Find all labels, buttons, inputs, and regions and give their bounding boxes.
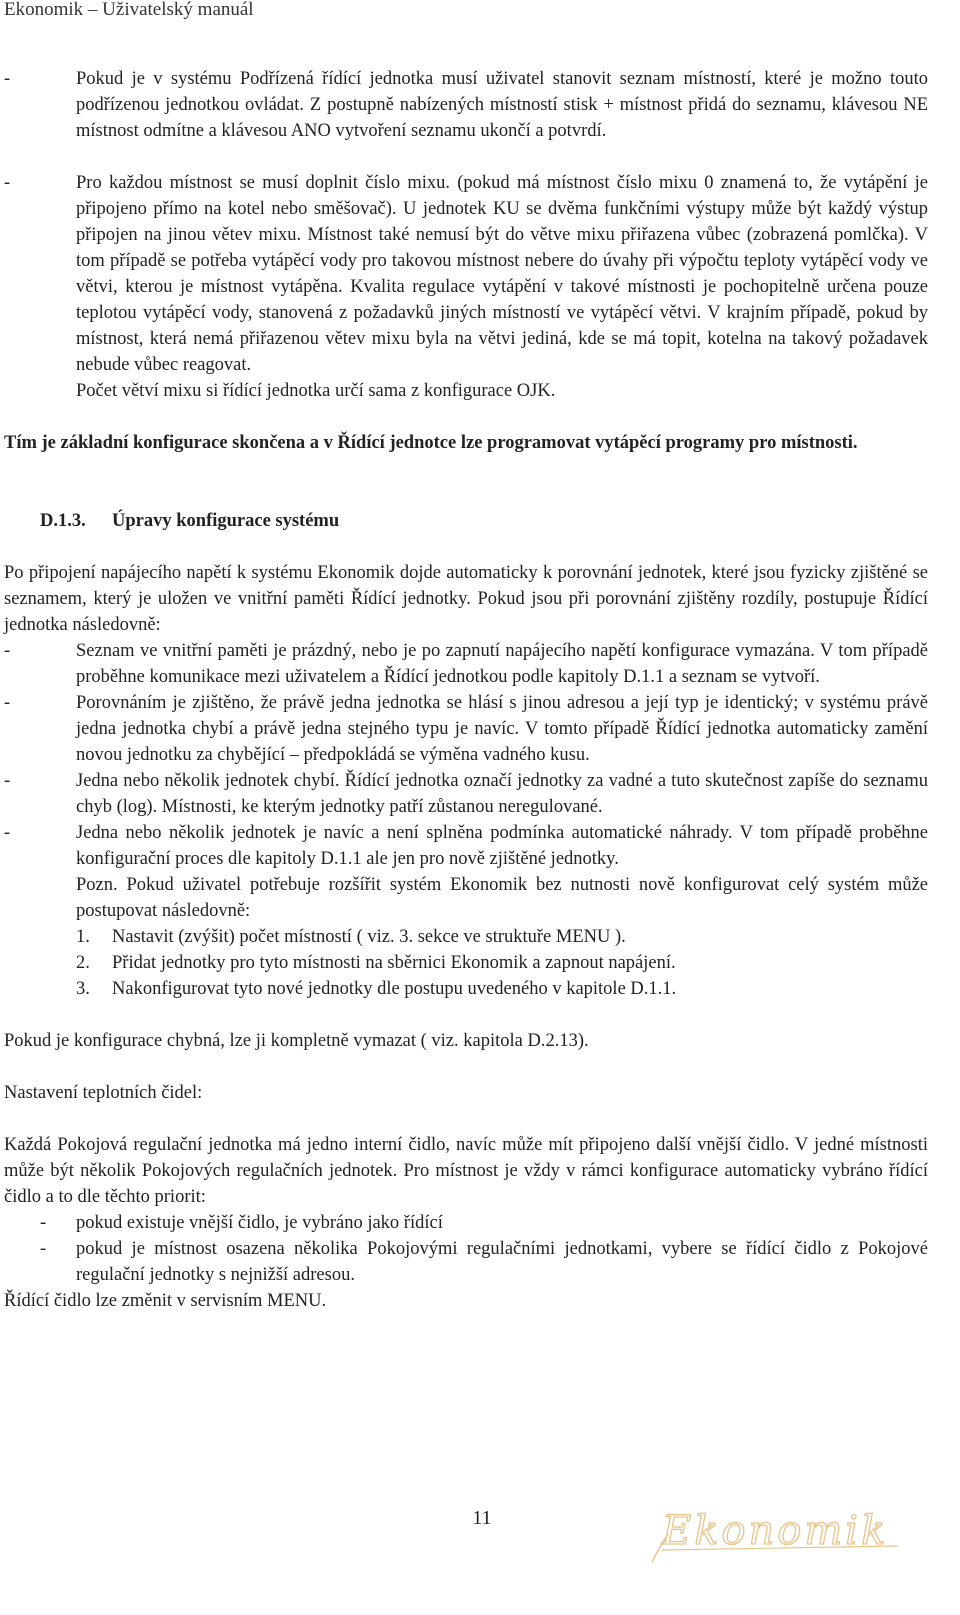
list-dash: -: [40, 1239, 47, 1259]
list-dash: -: [4, 771, 11, 791]
numbered-step: [4, 950, 928, 976]
step-text: Nakonfigurovat tyto nové jednotky dle postupu uvedeného v kapitole D.1.1.: [112, 979, 677, 999]
step-number: 1.: [76, 927, 90, 947]
list-item: [4, 1210, 928, 1236]
reset-note: Pokud je konfigurace chybná, lze ji kompletně vymazat ( viz. kapitola D.2.13).: [4, 1031, 589, 1051]
section-title: Úpravy konfigurace systému: [112, 511, 340, 531]
list-item-text: Jedna nebo několik jednotek je navíc a není splněna podmínka automatické náhrady. V tom případě proběhne konfigurační proces dle kapitoly D.1.1 ale jen pro nově zjištěné jednotky.: [76, 823, 928, 869]
list-item: [4, 638, 928, 690]
list-item-text: Pro každou místnost se musí doplnit číslo mixu. (pokud má místnost číslo mixu 0 znamená to, že vytápění je připojeno přímo na kotel nebo směšovač). U jednotek KU se dvěma funkčními výstupy může být každý výstup připojen na jinou větev mixu. Místnost také nemusí být do větve mixu přiřazena vůbec (zobrazená pomlčka). V tom případě se potřeba vytápěcí vody pro takovou místnost nebere do úvahy při výpočtu teploty vytápěcí vody ve větvi, kterou je místnost vytápěna. Kvalita regulace vytápění v takové místnosti je pochopitelně určena pouze teplotou vytápěcí vody, stanovená z požadavků jiných místností ve vytápěcí větvi. V krajním případě, pokud by místnost, která nemá přiřazenou větev mixu byla na větvi jediná, kde se má topit, kotelna na takový požadavek nebude vůbec reagovat.: [76, 173, 928, 375]
list-dash: -: [4, 641, 11, 661]
ekonomik-logo: [648, 1500, 908, 1566]
list-item: [4, 820, 928, 924]
sensors-list: [4, 1210, 928, 1288]
numbered-step: [4, 976, 928, 1002]
list-item: [4, 66, 928, 144]
list-item: [4, 1236, 928, 1288]
section-intro: Po připojení napájecího napětí k systému Ekonomik dojde automaticky k porovnání jednotek, které jsou fyzicky zjištěné se seznamem, který je uložen ve vnitřní paměti Řídící jednotky. Pokud jsou při porovnání zjištěny rozdíly, postupuje Řídící jednotka následovně:: [4, 563, 928, 635]
note-text: Pozn. Pokud uživatel potřebuje rozšířit systém Ekonomik bez nutnosti nově konfigurovat celý systém může postupovat následovně:: [76, 875, 928, 921]
section-heading: [4, 508, 928, 534]
step-text: Přidat jednotky pro tyto místnosti na sběrnici Ekonomik a zapnout napájení.: [112, 953, 676, 973]
list-dash: -: [4, 693, 11, 713]
sensors-footer: Řídící čidlo lze změnit v servisním MENU.: [4, 1291, 327, 1311]
list-item: [4, 170, 928, 404]
list-item-text: Porovnáním je zjištěno, že právě jedna jednotka se hlásí s jinou adresou a její typ je identický; v systému právě jedna jednotka chybí a právě jedna stejného typu je navíc. V tomto případě Řídící jednotka automaticky zamění novou jednotku za chybějící – předpokládá se výměna vadného kusu.: [76, 693, 928, 765]
bold-statement: Tím je základní konfigurace skončena a v Řídící jednotce lze programovat vytápěcí programy pro místnosti.: [4, 433, 858, 453]
list-item-text: Pokud je v systému Podřízená řídící jednotka musí uživatel stanovit seznam místností, které je možno touto podřízenou jednotkou ovládat. Z postupně nabízených místností stisk + místnost přidá do seznamu, klávesou NE místnost odmítne a klávesou ANO vytvoření seznamu ukončí a potvrdí.: [76, 69, 928, 141]
list-item-text: pokud existuje vnější čidlo, je vybráno jako řídící: [76, 1213, 443, 1233]
page-number: 11: [472, 1507, 492, 1529]
list-dash: -: [4, 69, 11, 89]
list-item-text: Seznam ve vnitřní paměti je prázdný, nebo je po zapnutí napájecího napětí konfigurace vymazána. V tom případě proběhne komunikace mezi uživatelem a Řídící jednotkou podle kapitoly D.1.1 a seznam se vytvoří.: [76, 641, 928, 687]
numbered-step: [4, 924, 928, 950]
list-item: [4, 768, 928, 820]
sensors-intro: Každá Pokojová regulační jednotka má jedno interní čidlo, navíc může mít připojeno další vnější čidlo. V jedné místnosti může být několik Pokojových regulačních jednotek. Pro místnost je vždy v rámci konfigurace automaticky vybráno řídící čidlo a to dle těchto priorit:: [4, 1135, 928, 1207]
list-dash: -: [40, 1213, 47, 1233]
list-item-text: Jedna nebo několik jednotek chybí. Řídící jednotka označí jednotky za vadné a tuto skutečnost zapíše do seznamu chyb (log). Místnosti, ke kterým jednotky patří zůstanou neregulované.: [76, 771, 928, 817]
step-text: Nastavit (zvýšit) počet místností ( viz. 3. sekce ve struktuře MENU ).: [112, 927, 626, 947]
page-header: Ekonomik – Uživatelský manuál: [4, 0, 254, 20]
list-item-extra: Počet větví mixu si řídící jednotka určí sama z konfigurace OJK.: [76, 381, 556, 401]
list-dash: -: [4, 173, 11, 193]
document-body: [4, 66, 928, 1314]
sensors-heading: Nastavení teplotních čidel:: [4, 1083, 203, 1103]
logo-text: Ekonomik: [662, 1508, 889, 1554]
step-number: 3.: [76, 979, 90, 999]
list-item: [4, 690, 928, 768]
list-item-text: pokud je místnost osazena několika Pokojovými regulačními jednotkami, vybere se řídící čidlo z Pokojové regulační jednotky s nejnižší adresou.: [76, 1239, 928, 1285]
section-number: D.1.3.: [40, 511, 86, 531]
step-number: 2.: [76, 953, 90, 973]
list-dash: -: [4, 823, 11, 843]
